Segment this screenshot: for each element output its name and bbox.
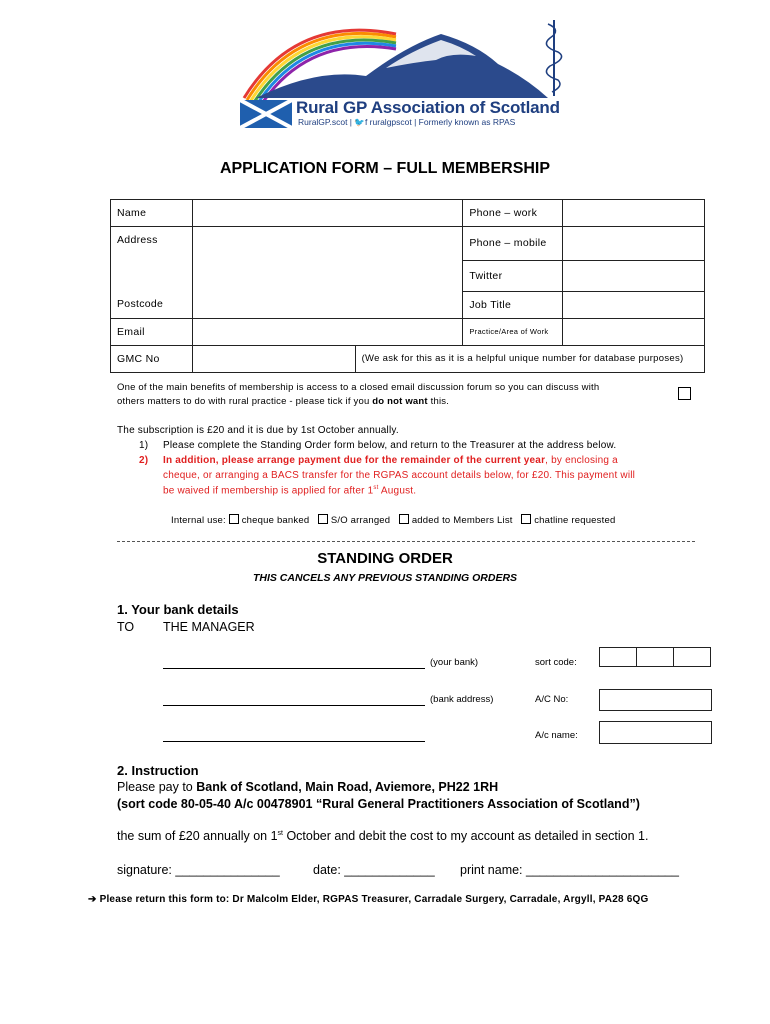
name-field[interactable] xyxy=(192,200,462,227)
job-title-field[interactable] xyxy=(563,291,705,318)
application-form-table xyxy=(110,199,705,373)
sub-item2-line1: In addition, please arrange payment due for the remainder of the current year, by enclosing a xyxy=(163,455,618,466)
practice-label: Practice/Area of Work xyxy=(463,318,563,345)
manager-label: THE MANAGER xyxy=(163,620,255,634)
gmc-field[interactable] xyxy=(192,345,355,372)
your-bank-label: (your bank) xyxy=(430,657,479,668)
sort-code-line: (sort code 80-05-40 A/c 00478901 “Rural General Practitioners Association of Scotland”) xyxy=(117,797,640,811)
ac-no-label: A/C No: xyxy=(535,694,569,705)
sub-item2-num: 2) xyxy=(139,455,149,466)
cut-line-divider xyxy=(117,541,695,542)
signature-field[interactable]: signature: _______________ xyxy=(117,863,280,877)
postcode-label: Postcode xyxy=(111,291,193,318)
page-title: APPLICATION FORM – FULL MEMBERSHIP xyxy=(219,160,551,177)
phone-work-label: Phone – work xyxy=(463,200,563,227)
sum-line: the sum of £20 annually on 1st October and debit the cost to my account as detailed in section 1. xyxy=(117,829,649,843)
bank-address-line-2[interactable] xyxy=(163,741,425,742)
print-name-field[interactable]: print name: ______________________ xyxy=(460,863,679,877)
sort-code-box-2[interactable] xyxy=(637,648,674,667)
so-arranged-label: S/O arranged xyxy=(330,515,391,526)
cheque-banked-label: cheque banked xyxy=(241,515,310,526)
sort-code-box-3[interactable] xyxy=(674,648,711,667)
sort-code-label: sort code: xyxy=(535,657,577,668)
bank-address-label: (bank address) xyxy=(430,694,494,705)
job-title-label: Job Title xyxy=(463,291,563,318)
arrow-right-icon: ➔ xyxy=(88,894,97,905)
benefits-text-line2: others matters to do with rural practice - please tick if you do not want this. xyxy=(117,396,450,407)
sub-item1-num: 1) xyxy=(139,440,149,451)
bank-address-line[interactable] xyxy=(163,705,425,706)
cheque-banked-checkbox[interactable] xyxy=(229,514,239,524)
ac-no-field[interactable] xyxy=(599,689,712,711)
email-label: Email xyxy=(111,318,193,345)
email-field[interactable] xyxy=(192,318,462,345)
gmc-note: (We ask for this as it is a helpful unique number for database purposes) xyxy=(355,345,704,372)
sort-code-box-1[interactable] xyxy=(600,648,637,667)
sub-item2-line2: cheque, or arranging a BACS transfer for the RGPAS account details below, for £20. This payment will xyxy=(163,470,636,481)
subscription-intro: The subscription is £20 and it is due by 1st October annually. xyxy=(117,425,399,436)
your-bank-line[interactable] xyxy=(163,668,425,669)
ac-name-field[interactable] xyxy=(599,721,712,744)
sub-item2-line3: be waived if membership is applied for after 1st August. xyxy=(163,485,417,497)
address-field[interactable] xyxy=(192,227,462,319)
sort-code-boxes xyxy=(599,647,711,667)
address-label: Address xyxy=(111,227,193,261)
scottish-flag-icon xyxy=(240,100,292,128)
phone-mobile-field[interactable] xyxy=(563,227,705,261)
return-address-text: Please return this form to: Dr Malcolm Elder, RGPAS Treasurer, Carradale Surgery, Carradale, Argyll, PA28 6QG xyxy=(99,894,649,905)
benefits-text-line1: One of the main benefits of membership is access to a closed email discussion forum so you can discuss with xyxy=(117,382,600,393)
practice-field[interactable] xyxy=(563,318,705,345)
internal-use-label: Internal use: xyxy=(171,515,226,526)
sub-item1: Please complete the Standing Order form below, and return to the Treasurer at the address below. xyxy=(163,440,617,451)
opt-out-forum-checkbox[interactable] xyxy=(678,387,691,400)
so-arranged-checkbox[interactable] xyxy=(318,514,328,524)
section1-heading: 1. Your bank details xyxy=(117,602,239,617)
members-list-label: added to Members List xyxy=(411,515,513,526)
rod-of-asclepius-icon xyxy=(546,20,561,96)
pay-to-line: Please pay to Bank of Scotland, Main Road, Aviemore, PH22 1RH xyxy=(117,780,499,794)
org-contact-line: RuralGP.scot | 🐦f ruralgpscot | Formerly known as RPAS xyxy=(298,117,516,127)
to-label: TO xyxy=(117,620,135,634)
standing-order-subtitle: THIS CANCELS ANY PREVIOUS STANDING ORDERS xyxy=(252,572,518,584)
name-label: Name xyxy=(111,200,193,227)
date-field[interactable]: date: _____________ xyxy=(313,863,435,877)
chatline-label: chatline requested xyxy=(534,515,616,526)
twitter-label: Twitter xyxy=(463,260,563,291)
address-spacer xyxy=(111,260,193,291)
members-list-checkbox[interactable] xyxy=(399,514,409,524)
phone-mobile-label: Phone – mobile xyxy=(463,227,563,261)
internal-use-row xyxy=(171,514,615,526)
phone-work-field[interactable] xyxy=(563,200,705,227)
return-address-line xyxy=(88,894,648,905)
standing-order-title: STANDING ORDER xyxy=(317,550,453,567)
twitter-field[interactable] xyxy=(563,260,705,291)
chatline-checkbox[interactable] xyxy=(521,514,531,524)
gmc-label: GMC No xyxy=(111,345,193,372)
section2-heading: 2. Instruction xyxy=(117,763,199,778)
org-name: Rural GP Association of Scotland xyxy=(296,98,560,117)
ac-name-label: A/c name: xyxy=(535,730,578,741)
